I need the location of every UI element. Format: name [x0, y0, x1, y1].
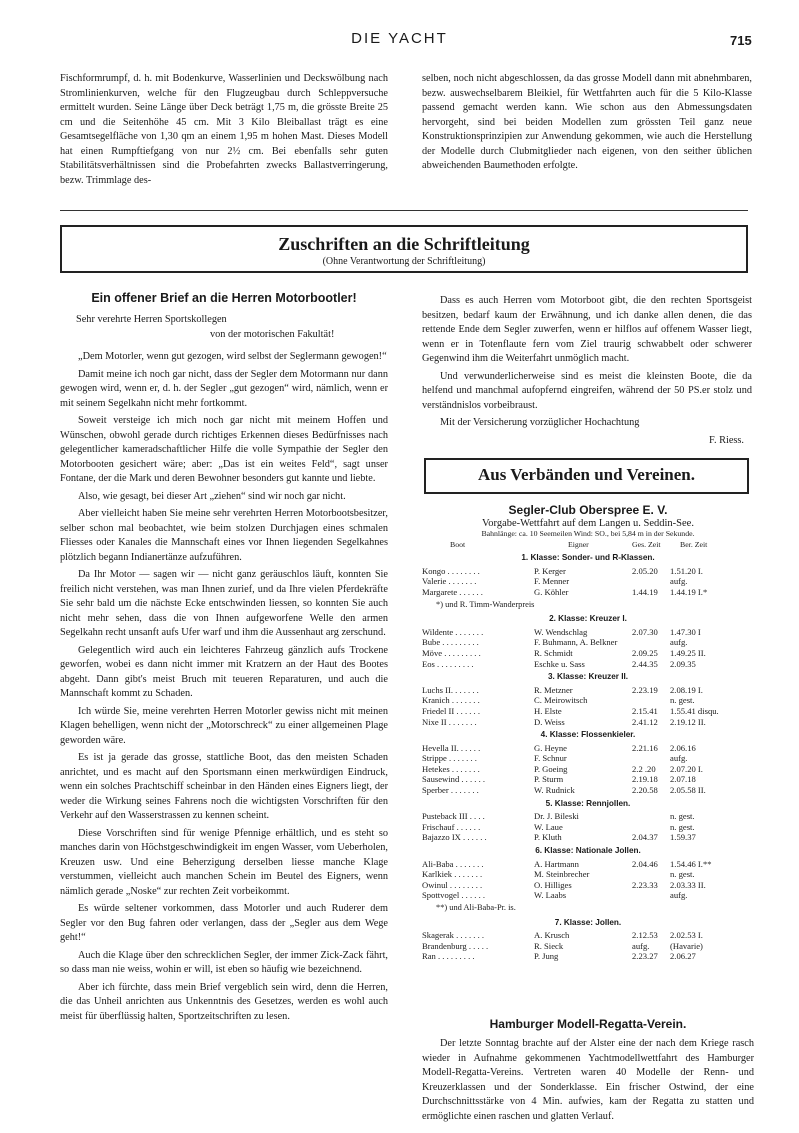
total-time: 2.05.20 — [632, 565, 658, 576]
owner-name: W. Laabs — [534, 890, 567, 901]
letter-signature: F. Riess. — [709, 434, 744, 446]
total-time — [632, 869, 670, 880]
boat-name: Ran . . . . . . . . . — [422, 951, 475, 962]
letter-title: Ein offener Brief an die Herren Motorbootler! — [91, 291, 357, 305]
result-row — [422, 753, 754, 764]
result-row — [422, 880, 754, 891]
letter-paragraph: Aber ich fürchte, dass mein Brief vergeblich sein wird, denn die Herren, die das Unheil anrichten aus Unkenntnis des Gesetzes, werden es wohl auch meist für überflüssig halten, Sportzeitschriften zu lesen. — [60, 981, 388, 1022]
total-time: 2.2 .20 — [632, 763, 656, 774]
boat-name: Möve . . . . . . . . . — [422, 647, 481, 658]
boat-name: Brandenburg . . . . . — [422, 940, 489, 951]
boat-name: Spottvogel . . . . . . — [422, 890, 486, 901]
header-owner: Eigner — [568, 539, 589, 549]
boat-name: Kongo . . . . . . . . — [422, 565, 480, 576]
corrected-time: 1.44.19 I.* — [670, 586, 708, 597]
total-time: 2.15.41 — [632, 705, 658, 716]
letter-paragraph: Aber vielleicht haben Sie meine sehr verehrten Herren Motorbootsbesitzer, selber schon mal beobachtet, wie beim stolzen Durchjagen eines schmalen Fliesses oder Kanales die Mannschaft eines vor Ihnen liegenden Segelkahnes plötzlich begann Indianertänze aufzuführen. — [60, 508, 388, 563]
section-title: Zuschriften an die Schriftleitung — [278, 234, 530, 254]
result-row — [422, 637, 754, 648]
top-right-paragraph: selben, noch nicht abgeschlossen, da das grosse Modell dann mit abnehmbaren, bezw. auswechselbarem Bleikiel, für Wettfahrten auch für die 5 Kilo-Klasse passend gemacht werden kann. Wie schon aus den Abmessungsdaten hervorgeht, sind bei beiden Modellen zum grössten Teil ganz neue Konstruktionsprinzipien zur Anwendung gekommen, wie auch die Herstellung der Modelle durch Clubmitglieder nach eigenen, von den seither üblichen abweichenden Baumethoden erfolgte. — [422, 73, 752, 171]
letter-paragraph: Es ist ja gerade das grosse, stattliche Boot, das den meisten Schaden anrichtet, und es macht auf den Sportsmann einen merkwürdigen Eindruck, wenn ein solches Prachtschiff scheinbar in den Händen eines Eigners liegt, der weder die Wirkung seines Fahrens noch die wichtigsten Vorschriften für den Verkehr auf den Wasserstrassen zu kennen scheint. — [60, 752, 388, 821]
owner-name: G. Heyne — [534, 742, 567, 753]
letter-paragraph: Es würde seltener vorkommen, dass Motorler und auch Ruderer dem Segler vor den Bug fahren oder verlangen, dass der „Segler aus dem Wege geht!“ — [60, 903, 388, 943]
owner-name: F. Menner — [534, 576, 570, 587]
corrected-time: aufg. — [670, 890, 688, 901]
letter-paragraph: Da Ihr Motor — sagen wir — nicht ganz geräuschlos läuft, konnten Sie freilich nicht verstehen, was man Ihnen zurief, und da Ihre vielen Pferdekräfte Sie sehr bald um die nächste Ecke entschwinden liessen, so konnten Sie auch nicht mehr sehen, dass die von Ihnen aufgeworfene Welle den armen Segelkahn recht unsanft aufs Ufer warf und ihm die Aussenhaut arg zerschund. — [60, 569, 388, 638]
boat-name: Owinul . . . . . . . . — [422, 879, 483, 890]
boat-name: Friedel II . . . . . . — [422, 705, 480, 716]
result-row — [422, 576, 754, 587]
result-row — [422, 941, 754, 952]
boat-name: Eos . . . . . . . . . — [422, 658, 474, 669]
class-title: 4. Klasse: Flossenkieler. — [540, 730, 636, 740]
result-row — [422, 930, 754, 941]
corrected-time: 2.05.58 II. — [670, 785, 706, 796]
total-time: 2.23.27 — [632, 951, 658, 962]
corrected-time: n. gest. — [670, 869, 695, 880]
corrected-time: 1.55.41 disqu. — [670, 705, 719, 716]
owner-name: P. Jung — [534, 951, 559, 962]
result-row — [422, 743, 754, 754]
owner-name: C. Meirowitsch — [534, 695, 588, 706]
header-ges-zeit: Ges. Zeit — [632, 539, 661, 549]
owner-name: P. Kerger — [534, 565, 566, 576]
total-time: 2.09.25 — [632, 647, 658, 658]
corrected-time: 1.47.30 I — [670, 626, 701, 637]
owner-name: W. Laue — [534, 821, 563, 832]
class-title: 5. Klasse: Rennjollen. — [545, 798, 631, 808]
results-classes — [422, 553, 754, 962]
corrected-time: 2.06.16 — [670, 742, 696, 753]
boat-name: Kranich . . . . . . . — [422, 695, 480, 706]
class-title: 2. Klasse: Kreuzer I. — [549, 614, 627, 624]
class-footnote: **) und Ali-Baba-Pr. is. — [436, 903, 516, 912]
total-time: 2.23.33 — [632, 879, 658, 890]
letter-paragraph: Auch die Klage über den schrecklichen Segler, der immer Zick-Zack fährt, so dass man nie weiss, wohin er will, ist eben so häufig wie bezeichnend. — [60, 949, 388, 975]
owner-name: F. Buhmann, A. Belkner — [534, 637, 618, 648]
corrected-time: n. gest. — [670, 695, 695, 706]
boat-name: Sausewind . . . . . . — [422, 774, 486, 785]
owner-name: Eschke u. Sass — [534, 658, 585, 669]
corrected-time: 2.09.35 — [670, 658, 696, 669]
total-time — [632, 822, 670, 833]
owner-name: O. Hilliges — [534, 879, 572, 890]
owner-name: G. Köhler — [534, 586, 569, 597]
result-row — [422, 822, 754, 833]
total-time — [632, 576, 670, 587]
total-time: 2.04.46 — [632, 858, 658, 869]
hamburg-section — [422, 1017, 754, 1124]
corrected-time: 2.07.18 — [670, 774, 696, 785]
letter-paragraph: Gelegentlich wird auch ein leichteres Fahrzeug gänzlich aufs Trockene geworfen, wobei es dann nicht immer mit Kratzern an der Haut des Bootes abgeht. Dann gibt's meist Bruch mit teueren Reparaturen, und auch die Mannschaft kommt zu Schaden. — [60, 644, 388, 699]
corrected-time: aufg. — [670, 637, 688, 648]
class-title: 1. Klasse: Sonder- und R-Klassen. — [521, 553, 655, 563]
result-row — [422, 587, 754, 598]
page-number: 715 — [730, 33, 752, 48]
section-banner-letters — [60, 225, 748, 273]
corrected-time: 2.06.27 — [670, 951, 696, 962]
owner-name: R. Schmidt — [534, 647, 573, 658]
class-title: 3. Klasse: Kreuzer II. — [547, 672, 629, 682]
header-boot: Boot — [450, 539, 466, 549]
course-info: Bahnlänge: ca. 10 Seemeilen Wind: SO., bei 5,84 m in der Sekunde. — [481, 529, 695, 538]
letter-paragraph: „Dem Motorler, wenn gut gezogen, wird selbst der Seglermann gewogen!“ — [78, 351, 387, 362]
boat-name: Hevella II. . . . . . — [422, 742, 481, 753]
boat-name: Wildente . . . . . . . — [422, 626, 484, 637]
corrected-time: 2.07.20 I. — [670, 763, 703, 774]
owner-name: H. Elste — [534, 705, 562, 716]
corrected-time: 2.03.33 II. — [670, 879, 706, 890]
result-row — [422, 685, 754, 696]
result-row — [422, 869, 754, 880]
total-time: 2.44.35 — [632, 658, 658, 669]
total-time: 2.12.53 — [632, 930, 658, 941]
total-time: 2.04.37 — [632, 832, 658, 843]
owner-name: W. Wendschlag — [534, 626, 588, 637]
boat-name: Valerie . . . . . . . — [422, 576, 477, 587]
letter-column-left — [60, 291, 388, 1027]
class-title: 6. Klasse: Nationale Jollen. — [535, 846, 641, 856]
letter-paragraph: Und verwunderlicherweise sind es meist die kleinsten Boote, die da helfend und manchmal aufopfernd eingreifen, während der 50 PS.er stolz und verständnislos vorbeibraust. — [422, 370, 752, 411]
total-time — [632, 695, 670, 706]
result-row — [422, 717, 754, 728]
boat-name: Ali-Baba . . . . . . . — [422, 858, 484, 869]
boat-name: Bube . . . . . . . . . — [422, 637, 479, 648]
owner-name: P. Sturm — [534, 774, 564, 785]
total-time: 2.19.18 — [632, 774, 658, 785]
total-time — [632, 811, 670, 822]
owner-name: F. Schnur — [534, 753, 567, 764]
result-row — [422, 706, 754, 717]
divider — [60, 210, 748, 211]
result-row — [422, 764, 754, 775]
boat-name: Bajazzo IX . . . . . . — [422, 832, 487, 843]
result-row — [422, 774, 754, 785]
letter-paragraph: Ich würde Sie, meine verehrten Herren Motorler gewiss nicht mit meinen Klagen behelligen, wenn nicht der „Motorschreck“ zu einer allgemeinen Plage geworden wäre. — [60, 705, 388, 746]
class-title: 7. Klasse: Jollen. — [554, 917, 622, 927]
result-row — [422, 951, 754, 962]
section-title: Aus Verbänden und Vereinen. — [478, 465, 695, 484]
corrected-time: (Havarie) — [670, 940, 703, 951]
boat-name: Pusteback III . . . . — [422, 811, 485, 822]
owner-name: R. Sieck — [534, 940, 564, 951]
letter-column-right — [422, 294, 752, 448]
result-row — [422, 659, 754, 670]
total-time: 1.44.19 — [632, 586, 658, 597]
boat-name: Strippe . . . . . . . — [422, 753, 477, 764]
corrected-time: 1.54.46 I.** — [670, 858, 712, 869]
results-header — [422, 540, 754, 551]
owner-name: Dr. J. Bileski — [534, 811, 579, 822]
owner-name: R. Metzner — [534, 684, 573, 695]
owner-name: M. Steinbrecher — [534, 869, 590, 880]
result-row — [422, 785, 754, 796]
hamburg-paragraph: Der letzte Sonntag brachte auf der Alster eine der nach dem Kriege rasch wieder in Aufnahme gekommenen Yachtmodellwettfahrt des Hamburger Modell-Regatta-Vereins. Vertreten waren 40 Modelle der Renn- und Kreuzerklassen und der Sonderklasse. Ein frischer Ostwind, der eine Durchschnittsstärke von 4 Min. aufwies, kam der Regatta zu statten und ermöglichte einen raschen und glatten Verlauf. — [422, 1038, 754, 1122]
club-name: Segler-Club Oberspree E. V. — [508, 503, 668, 517]
corrected-time: n. gest. — [670, 821, 695, 832]
corrected-time: aufg. — [670, 576, 688, 587]
boat-name: Margarete . . . . . . — [422, 586, 483, 597]
letter-body — [60, 350, 388, 1024]
boat-name: Nixe II . . . . . . . — [422, 716, 477, 727]
section-subtitle: (Ohne Verantwortung der Schriftleitung) — [322, 256, 486, 267]
letter-paragraph: Damit meine ich noch gar nicht, dass der Segler dem Motormann nur dann gewogen wird, wenn er, d. h. der Segler „gut gezogen“ wird, nämlich, wenn er mit seinem Segelkahn nicht mehr fortkommt. — [60, 368, 388, 409]
boat-name: Luchs II. . . . . . . — [422, 684, 479, 695]
corrected-time: aufg. — [670, 753, 688, 764]
total-time — [632, 637, 670, 648]
letter-paragraph: Dass es auch Herren vom Motorboot gibt, die den rechten Sportsgeist besitzen, bedarf kaum der Erwähnung, und ich danke allen denen, die das rettende Ende dem Segler zuwerfen, wenn er hilflos auf offenem Wasser liegt, wenn er in Totenflaute fern vom Ziel traurig schwabbelt oder schwerer Gegenwind ihm die Weiterfahrt unmöglich macht. — [422, 295, 752, 364]
event-title: Vorgabe-Wettfahrt auf dem Langen u. Seddin-See. — [482, 518, 694, 529]
club-results — [422, 503, 754, 962]
result-row — [422, 859, 754, 870]
corrected-time: 2.19.12 II. — [670, 716, 706, 727]
total-time: aufg. — [632, 940, 650, 951]
letter-paragraph: Mit der Versicherung vorzüglicher Hochachtung — [440, 417, 640, 428]
letter-paragraph: Also, wie gesagt, bei dieser Art „ziehen“ sind wir noch gar nicht. — [78, 490, 346, 502]
owner-name: P. Kluth — [534, 832, 562, 843]
corrected-time: 2.08.19 I. — [670, 684, 703, 695]
boat-name: Sperber . . . . . . . — [422, 785, 479, 796]
result-row — [422, 566, 754, 577]
total-time — [632, 890, 670, 901]
result-row — [422, 627, 754, 638]
boat-name: Frischauf . . . . . . — [422, 821, 481, 832]
corrected-time: 1.51.20 I. — [670, 565, 703, 576]
boat-name: Skagerak . . . . . . . — [422, 930, 485, 941]
owner-name: A. Krusch — [534, 930, 570, 941]
header-ber-zeit: Ber. Zeit — [680, 539, 708, 549]
letter-paragraph: Soweit versteige ich mich noch gar nicht mit meinem Hoffen und Wünschen, obwohl gerade durch richtiges Erkennen dieses Bedürfnisses nach gelegentlicher kameradschaftlicher Hilfe die volle Sympathie der Segler den Motorbooten gesichert wäre; aber: „Das ist ein weites Feld“, sagt unser Fontane, der die Mark und deren Bewohner besonders gut kannte und liebte. — [60, 415, 388, 484]
corrected-time: n. gest. — [670, 811, 695, 822]
total-time — [632, 753, 670, 764]
salutation-line-2: von der motorischen Fakultät! — [210, 328, 335, 340]
owner-name: W. Rudnick — [534, 785, 575, 796]
result-row — [422, 832, 754, 843]
result-row — [422, 890, 754, 901]
boat-name: Hetekes . . . . . . . — [422, 763, 480, 774]
total-time: 2.23.19 — [632, 684, 658, 695]
letter-paragraph: Diese Vorschriften sind für wenige Pfennige erhältlich, und es steht so manches darin von Höchstgeschwindigkeit im engen Wasser, vom Ueberholen, Kreuzen usw. Und eine Beherzigung derselben liesse manche Klage verstummen, vielleicht auch manchen Schein im Beutel des Eigners, wenn nämlich gerade „Noske“ zur rechten Zeit vorbeikommt. — [60, 827, 388, 897]
corrected-time: 2.02.53 I. — [670, 930, 703, 941]
section-banner-clubs — [424, 458, 749, 494]
corrected-time: 1.49.25 II. — [670, 647, 706, 658]
result-row — [422, 811, 754, 822]
owner-name: A. Hartmann — [534, 858, 579, 869]
running-header-title: DIE YACHT — [351, 30, 448, 47]
result-row — [422, 648, 754, 659]
total-time: 2.21.16 — [632, 742, 658, 753]
corrected-time: 1.59.37 — [670, 832, 696, 843]
boat-name: Karlkiek . . . . . . . — [422, 869, 483, 880]
owner-name: D. Weiss — [534, 716, 565, 727]
top-left-paragraph: Fischformrumpf, d. h. mit Bodenkurve, Wasserlinien und Deckswölbung nach Stromlinienkurven, welche für den Flugzeugbau durch Schleppversuche ermittelt wurden. Seine Länge über Deck beträgt 1,75 m, die grösste Breite 25 cm und die Seitenhöhe 45 cm. Mit 3 Kilo Bleiballast trägt es eine Gesamtsegelfläche von 1,30 qm an einem 1,95 m hohen Mast. Dieses Modell hat einen Rumpftiefgang von nur 2½ cm. Bei ebenfalls sehr guten Stabilitätsverhältnissen sind die Probefahrten zwecks Ballastverringerung, bezw. Trimmlage des- — [60, 73, 388, 186]
total-time: 2.20.58 — [632, 785, 658, 796]
salutation-line-1: Sehr verehrte Herren Sportskollegen — [76, 314, 227, 325]
class-footnote: *) und R. Timm-Wanderpreis — [436, 599, 535, 609]
total-time: 2.07.30 — [632, 626, 658, 637]
result-row — [422, 695, 754, 706]
owner-name: P. Goeing — [534, 763, 568, 774]
hamburg-title: Hamburger Modell-Regatta-Verein. — [489, 1017, 687, 1031]
total-time: 2.41.12 — [632, 716, 658, 727]
